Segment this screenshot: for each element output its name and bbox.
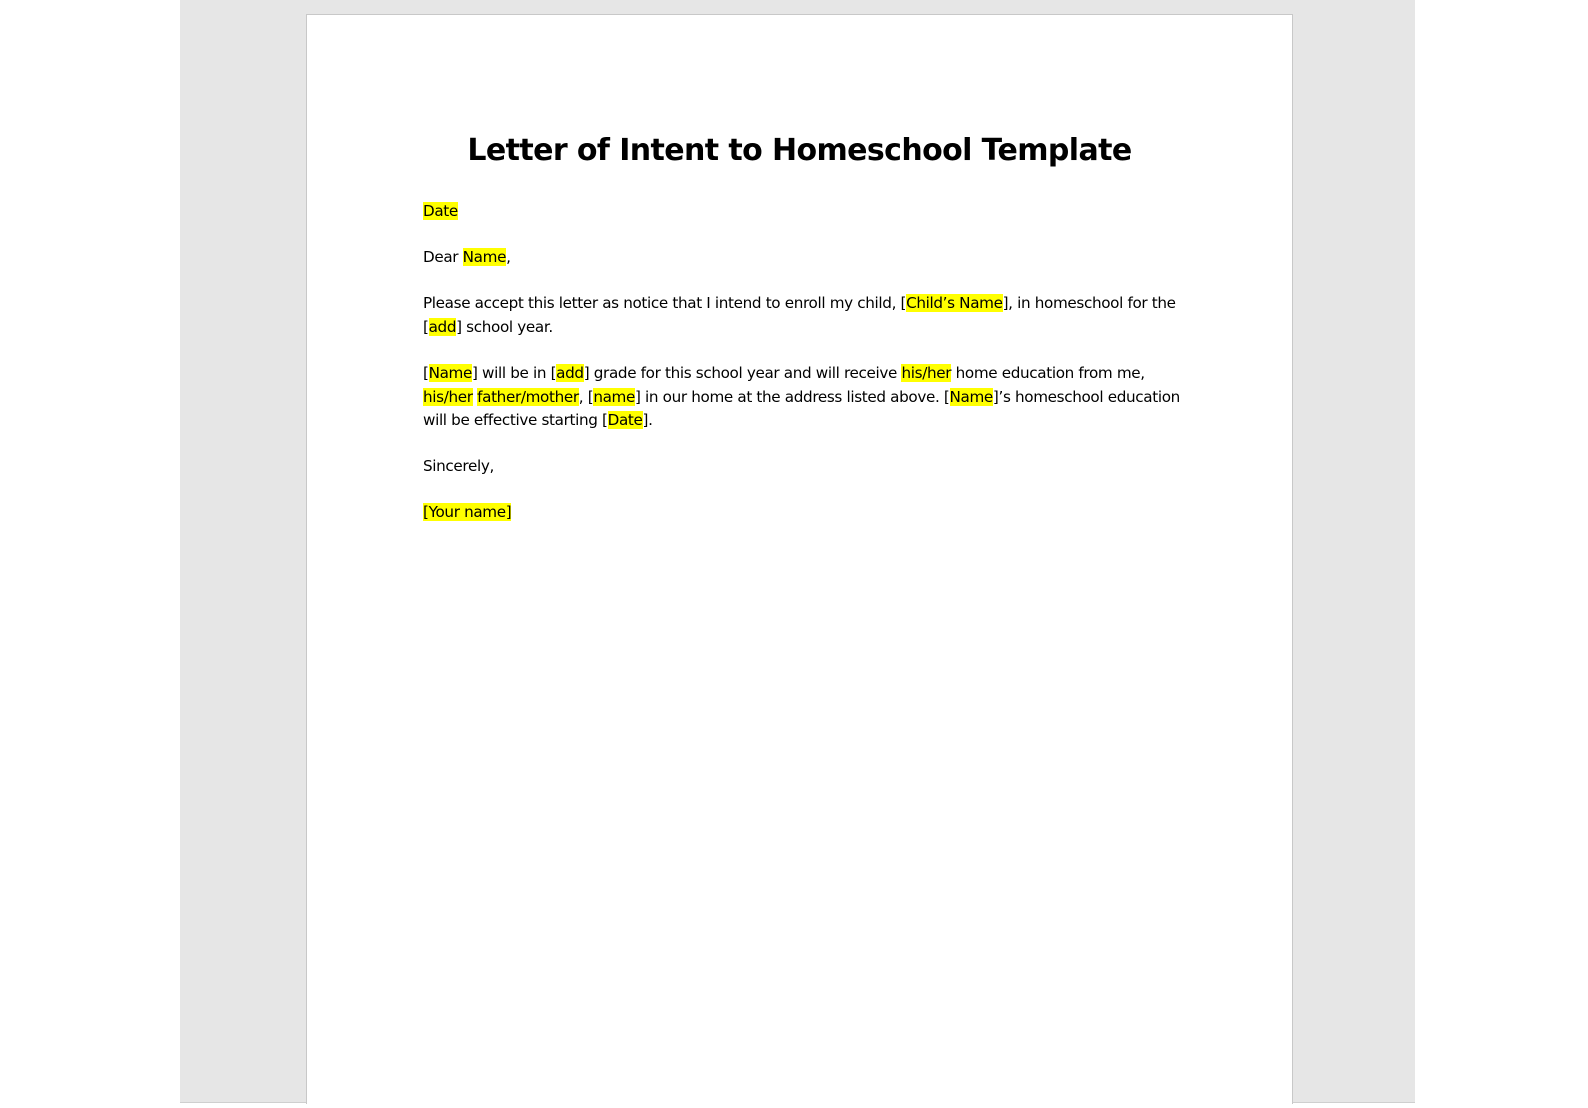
paragraph-text: ] school year.: [456, 317, 553, 336]
salutation-prefix: Dear: [423, 248, 463, 266]
salutation: [423, 246, 511, 270]
paragraph-details: [423, 362, 1183, 433]
signature-line: [423, 501, 511, 525]
paragraph-text: ]’s homeschool education will be effective starting [: [423, 387, 1180, 429]
paragraph-text: ] in our home at the address listed above. [: [634, 387, 950, 406]
start-date-placeholder: Date: [607, 411, 643, 429]
recipient-name-placeholder: Name: [462, 248, 507, 266]
parent-name-placeholder: name: [593, 387, 635, 406]
salutation-suffix: ,: [506, 248, 511, 266]
parent-role-placeholder: father/mother: [477, 387, 579, 406]
document-title: Letter of Intent to Homeschool Template: [467, 133, 1132, 168]
date-placeholder: Date: [423, 202, 458, 220]
paragraph-enroll: [423, 292, 1183, 339]
paragraph-text: ], in homeschool for the [: [423, 294, 1176, 336]
pronoun-placeholder: his/her: [901, 364, 952, 382]
paragraph-text: Please accept this letter as notice that I intend to enroll my child, [: [423, 294, 907, 312]
paragraph-text: [: [423, 364, 429, 382]
paragraph-text: home education from me,: [951, 364, 1145, 382]
child-name-placeholder: Child’s Name: [906, 294, 1003, 312]
closing: Sincerely,: [423, 457, 494, 475]
paragraph-text: ].: [642, 411, 653, 429]
paragraph-text: , [: [578, 387, 594, 406]
paragraph-text: ] grade for this school year and will receive: [583, 364, 902, 382]
pronoun-placeholder: his/her: [423, 387, 473, 406]
child-name-placeholder: Name: [949, 387, 993, 406]
child-name-placeholder: Name: [428, 364, 472, 382]
date-line: [423, 200, 458, 224]
grade-placeholder: add: [556, 364, 584, 382]
school-year-placeholder: add: [428, 317, 457, 336]
signature-placeholder: [Your name]: [423, 503, 512, 521]
document-page: [306, 14, 1293, 1104]
paragraph-text: ] will be in [: [471, 364, 557, 382]
